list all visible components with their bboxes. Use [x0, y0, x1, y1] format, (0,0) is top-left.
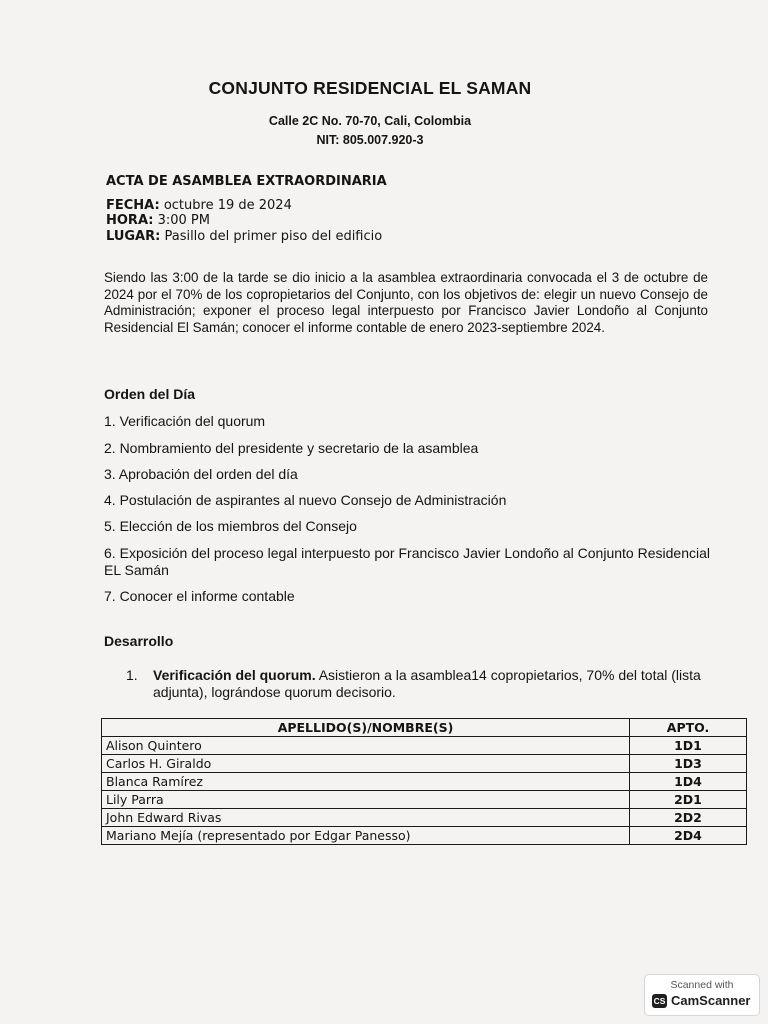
table-row [102, 755, 747, 773]
attendance-table [101, 718, 747, 845]
desarrollo-item-title: Verificación del quorum. [153, 667, 316, 683]
lugar-line [106, 229, 382, 244]
hora-line [106, 213, 210, 228]
agenda-heading: Orden del Día [104, 386, 196, 402]
document-title: CONJUNTO RESIDENCIAL EL SAMAN [208, 78, 532, 98]
attendee-apto: 2D4 [630, 827, 747, 845]
lugar-label: LUGAR: [106, 229, 161, 244]
table-row [102, 773, 747, 791]
fecha-value: octubre 19 de 2024 [163, 198, 292, 213]
attendee-apto: 1D3 [630, 755, 747, 773]
attendee-name: Carlos H. Giraldo [102, 755, 630, 773]
agenda-item-2: 2. Nombramiento del presidente y secretario de la asamblea [104, 440, 479, 456]
attendee-name: John Edward Rivas [102, 809, 630, 827]
table-row [102, 737, 747, 755]
hora-label: HORA: [106, 213, 154, 228]
attendee-name: Lily Parra [102, 791, 630, 809]
scanned-with-text: Scanned with [670, 979, 734, 991]
attendee-name: Mariano Mejía (representado por Edgar Panesso) [102, 827, 630, 845]
desarrollo-item-text [153, 667, 710, 701]
table-row [102, 809, 747, 827]
attendee-apto: 2D1 [630, 791, 747, 809]
agenda-item-4: 4. Postulación de aspirantes al nuevo Consejo de Administración [104, 492, 507, 508]
attendee-apto: 1D1 [630, 737, 747, 755]
agenda-item-5: 5. Elección de los miembros del Consejo [104, 518, 357, 534]
camscanner-logo-icon: CS [653, 996, 666, 1006]
table-row [102, 827, 747, 845]
table-row [102, 791, 747, 809]
table-header-row [102, 719, 747, 737]
hora-value: 3:00 PM [157, 213, 210, 228]
attendee-name: Blanca Ramírez [102, 773, 630, 791]
agenda-item-3: 3. Aprobación del orden del día [104, 466, 298, 482]
address: Calle 2C No. 70-70, Cali, Colombia [268, 114, 472, 128]
agenda-item-7: 7. Conocer el informe contable [104, 588, 295, 604]
lugar-value: Pasillo del primer piso del edificio [164, 229, 383, 244]
acta-title: ACTA DE ASAMBLEA EXTRAORDINARIA [106, 174, 387, 189]
camscanner-watermark [644, 974, 760, 1016]
desarrollo-item-1 [126, 667, 710, 701]
attendee-name: Alison Quintero [102, 737, 630, 755]
fecha-line [106, 198, 292, 213]
camscanner-name: CamScanner [671, 993, 751, 1008]
attendee-apto: 2D2 [630, 809, 747, 827]
column-header-name: APELLIDO(S)/NOMBRE(S) [102, 719, 630, 737]
desarrollo-heading: Desarrollo [104, 633, 174, 649]
agenda-item-1: 1. Verificación del quorum [104, 413, 266, 429]
desarrollo-item-body: Asistieron a la asamblea14 copropietarios, 70% del total (lista adjunta), lográndose quorum decisorio. [153, 667, 701, 700]
nit: NIT: 805.007.920-3 [316, 133, 424, 147]
fecha-label: FECHA: [106, 198, 160, 213]
intro-paragraph: Siendo las 3:00 de la tarde se dio inicio a la asamblea extraordinaria convocada el 3 de octubre de 2024 por el 70% de los copropietarios del Conjunto, con los objetivos de: elegir un nuevo Consejo de Administración; exponer el proceso legal interpuesto por Francisco Javier Londoño al Conjunto Residencial El Samán; conocer el informe contable de enero 2023-septiembre 2024. [104, 270, 708, 335]
agenda-item-6: 6. Exposición del proceso legal interpuesto por Francisco Javier Londoño al Conjunto Residencial EL Samán [104, 545, 710, 578]
column-header-apto: APTO. [630, 719, 747, 737]
desarrollo-item-number: 1. [126, 667, 138, 683]
attendee-apto: 1D4 [630, 773, 747, 791]
